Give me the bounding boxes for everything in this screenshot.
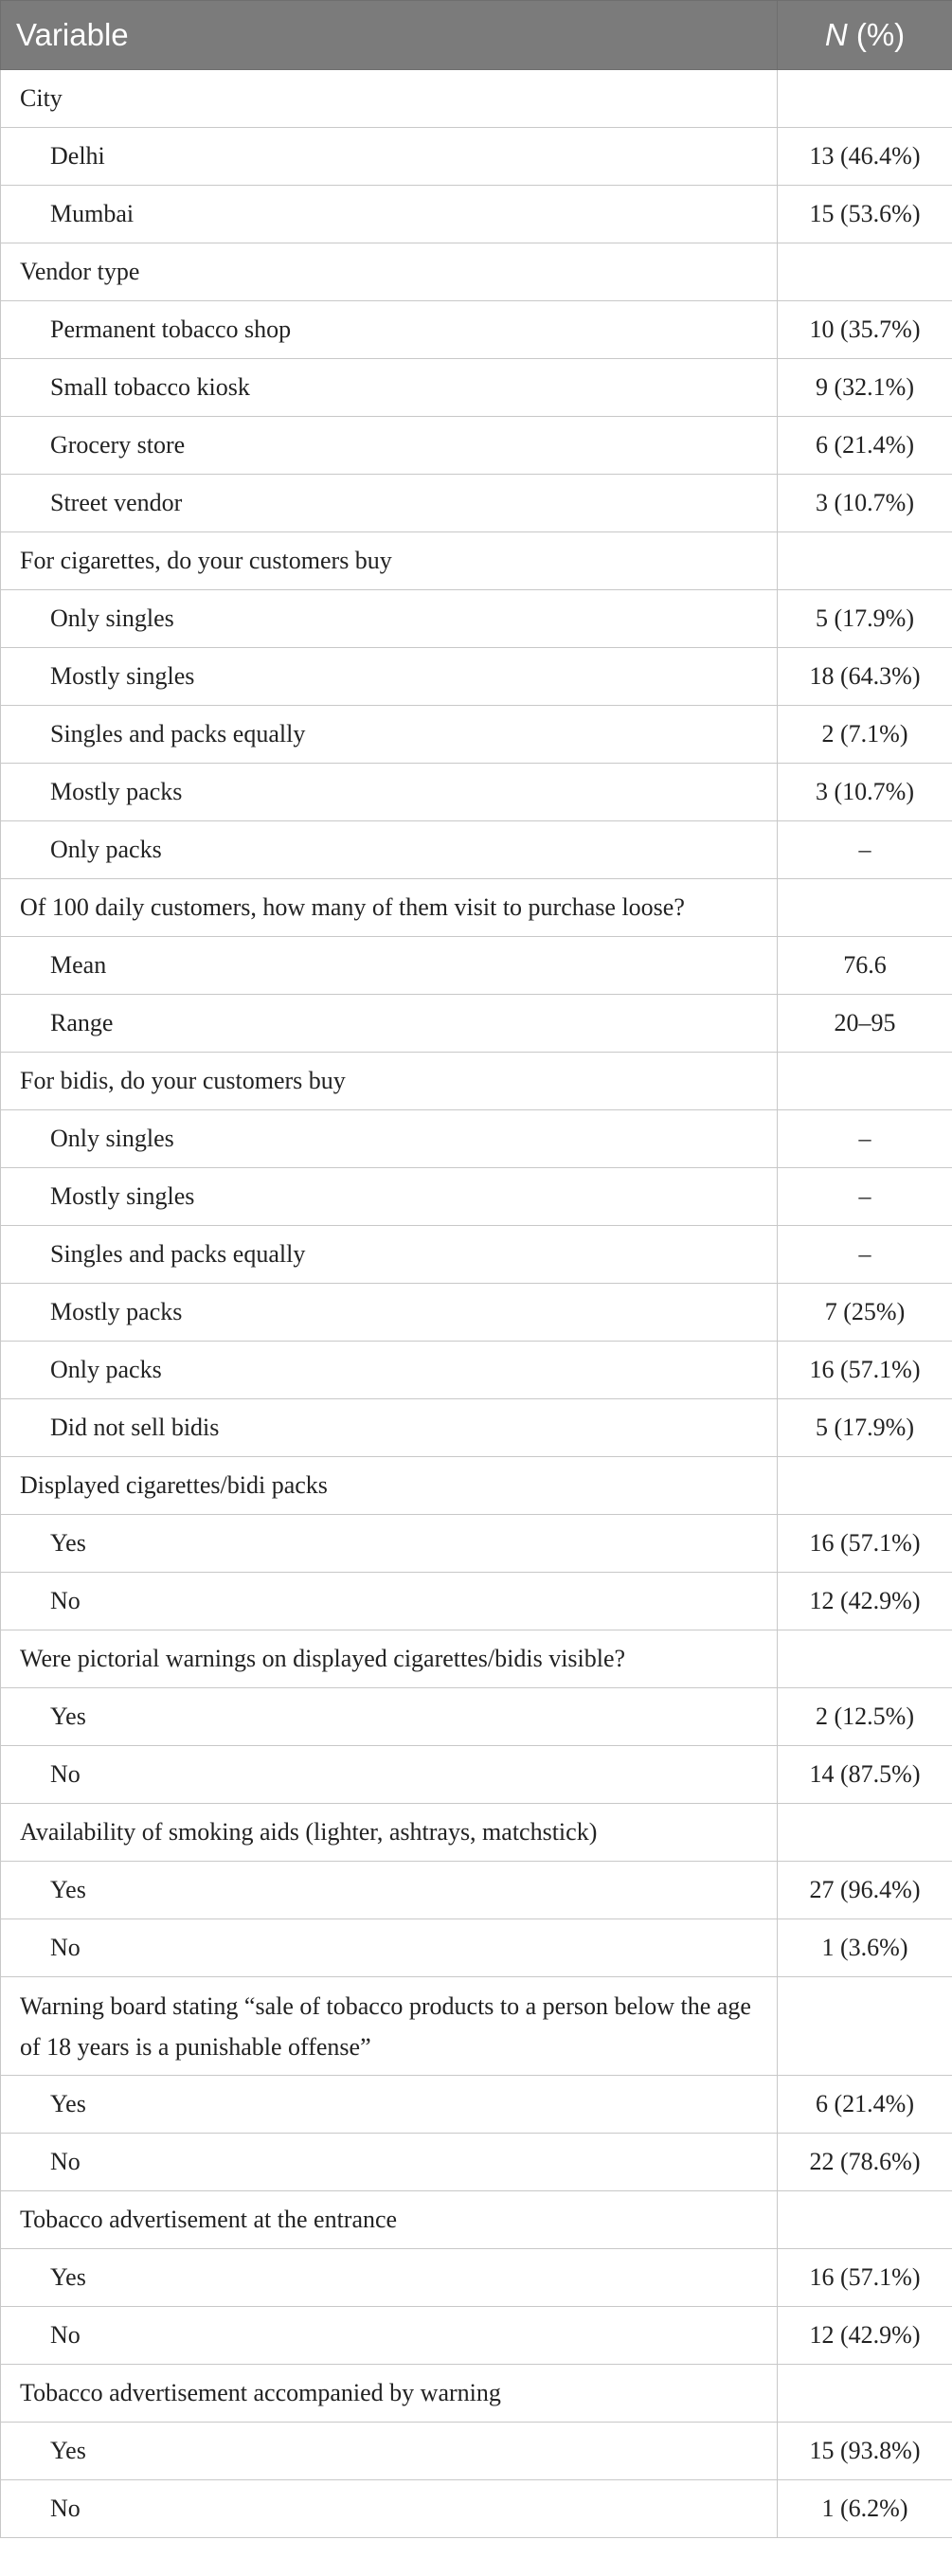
- row-value: 5 (17.9%): [778, 590, 952, 648]
- header-n-percent: [778, 1, 952, 70]
- row-value: 10 (35.7%): [778, 301, 952, 359]
- row-label: Street vendor: [1, 475, 778, 532]
- row-value: [778, 2365, 952, 2423]
- row-value: 16 (57.1%): [778, 1342, 952, 1399]
- row-value: [778, 532, 952, 590]
- row-value: 1 (3.6%): [778, 1919, 952, 1977]
- table-row-item: [1, 706, 952, 764]
- table-row-section: [1, 1053, 952, 1110]
- row-value: 16 (57.1%): [778, 2249, 952, 2307]
- row-label: Did not sell bidis: [1, 1399, 778, 1457]
- table-row-item: [1, 2249, 952, 2307]
- row-value: [778, 1053, 952, 1110]
- row-label: For cigarettes, do your customers buy: [1, 532, 778, 590]
- table-row-item: [1, 648, 952, 706]
- row-label: Mostly singles: [1, 1168, 778, 1226]
- table-row-item: [1, 359, 952, 417]
- table-row-section: [1, 1804, 952, 1862]
- row-value: 20–95: [778, 995, 952, 1053]
- row-value: 9 (32.1%): [778, 359, 952, 417]
- row-value: 27 (96.4%): [778, 1862, 952, 1919]
- row-value: [778, 1457, 952, 1515]
- table-row-section: [1, 2191, 952, 2249]
- row-label: Mumbai: [1, 186, 778, 243]
- row-value: [778, 1804, 952, 1862]
- table-row-item: [1, 1862, 952, 1919]
- header-row: [1, 1, 952, 70]
- row-label: Range: [1, 995, 778, 1053]
- table-row-item: [1, 2076, 952, 2134]
- row-label: No: [1, 2480, 778, 2538]
- row-value: 12 (42.9%): [778, 2307, 952, 2365]
- row-value: 3 (10.7%): [778, 475, 952, 532]
- row-label: Yes: [1, 1862, 778, 1919]
- row-label: Yes: [1, 2423, 778, 2480]
- row-label: Permanent tobacco shop: [1, 301, 778, 359]
- row-value: 22 (78.6%): [778, 2134, 952, 2191]
- table-row-item: [1, 821, 952, 879]
- row-label: Availability of smoking aids (lighter, ashtrays, matchstick): [1, 1804, 778, 1862]
- table-body: [1, 70, 952, 2538]
- row-label: No: [1, 2134, 778, 2191]
- row-label: No: [1, 1746, 778, 1804]
- table-row-item: [1, 937, 952, 995]
- table-row-item: [1, 1399, 952, 1457]
- table-row-item: [1, 995, 952, 1053]
- table-row-item: [1, 590, 952, 648]
- row-label: For bidis, do your customers buy: [1, 1053, 778, 1110]
- row-label: Mostly singles: [1, 648, 778, 706]
- row-value: 6 (21.4%): [778, 417, 952, 475]
- row-label: Yes: [1, 1515, 778, 1573]
- row-label: No: [1, 1573, 778, 1630]
- row-label: Mostly packs: [1, 1284, 778, 1342]
- row-label: Singles and packs equally: [1, 1226, 778, 1284]
- row-label: Singles and packs equally: [1, 706, 778, 764]
- row-value: 12 (42.9%): [778, 1573, 952, 1630]
- row-value: [778, 70, 952, 128]
- table-row-section: [1, 1457, 952, 1515]
- row-label: Delhi: [1, 128, 778, 186]
- table-row-section: [1, 879, 952, 937]
- row-value: 1 (6.2%): [778, 2480, 952, 2538]
- row-label: Small tobacco kiosk: [1, 359, 778, 417]
- row-value: 14 (87.5%): [778, 1746, 952, 1804]
- row-value: 13 (46.4%): [778, 128, 952, 186]
- row-label: Yes: [1, 2076, 778, 2134]
- table-row-item: [1, 1110, 952, 1168]
- row-label: No: [1, 1919, 778, 1977]
- table-row-section: [1, 2365, 952, 2423]
- table-row-item: [1, 764, 952, 821]
- row-value: –: [778, 1226, 952, 1284]
- row-value: 7 (25%): [778, 1284, 952, 1342]
- table-row-section: [1, 1977, 952, 2076]
- row-label: Tobacco advertisement accompanied by warning: [1, 2365, 778, 2423]
- row-value: [778, 2191, 952, 2249]
- row-label: Mean: [1, 937, 778, 995]
- row-value: 18 (64.3%): [778, 648, 952, 706]
- table-row-item: [1, 2423, 952, 2480]
- table-row-item: [1, 1168, 952, 1226]
- row-label: Vendor type: [1, 243, 778, 301]
- row-value: 2 (12.5%): [778, 1688, 952, 1746]
- table-row-item: [1, 2307, 952, 2365]
- row-label: Of 100 daily customers, how many of them visit to purchase loose?: [1, 879, 778, 937]
- table-row-item: [1, 2134, 952, 2191]
- header-n-letter: N: [824, 17, 848, 52]
- row-value: [778, 243, 952, 301]
- row-value: [778, 879, 952, 937]
- table-row-item: [1, 417, 952, 475]
- table-row-item: [1, 1688, 952, 1746]
- row-value: –: [778, 821, 952, 879]
- row-label: Warning board stating “sale of tobacco products to a person below the age of 18 years is a punishable offense”: [1, 1977, 778, 2076]
- row-value: 6 (21.4%): [778, 2076, 952, 2134]
- row-label: No: [1, 2307, 778, 2365]
- row-label: Only singles: [1, 590, 778, 648]
- row-label: Were pictorial warnings on displayed cigarettes/bidis visible?: [1, 1630, 778, 1688]
- table-row-section: [1, 532, 952, 590]
- table-row-section: [1, 1630, 952, 1688]
- table-row-item: [1, 1573, 952, 1630]
- row-value: 2 (7.1%): [778, 706, 952, 764]
- row-label: Yes: [1, 1688, 778, 1746]
- table-row-item: [1, 1515, 952, 1573]
- table-row-item: [1, 1342, 952, 1399]
- row-label: Only singles: [1, 1110, 778, 1168]
- table-row-item: [1, 186, 952, 243]
- table-row-section: [1, 243, 952, 301]
- table-row-item: [1, 1746, 952, 1804]
- row-value: –: [778, 1168, 952, 1226]
- row-label: Grocery store: [1, 417, 778, 475]
- table-row-item: [1, 475, 952, 532]
- row-value: 16 (57.1%): [778, 1515, 952, 1573]
- row-value: 15 (53.6%): [778, 186, 952, 243]
- row-label: City: [1, 70, 778, 128]
- row-label: Tobacco advertisement at the entrance: [1, 2191, 778, 2249]
- row-label: Only packs: [1, 821, 778, 879]
- row-value: [778, 1630, 952, 1688]
- header-variable: Variable: [1, 1, 778, 70]
- row-value: –: [778, 1110, 952, 1168]
- row-value: 5 (17.9%): [778, 1399, 952, 1457]
- table-row-item: [1, 2480, 952, 2538]
- row-label: Yes: [1, 2249, 778, 2307]
- row-value: 76.6: [778, 937, 952, 995]
- row-label: Displayed cigarettes/bidi packs: [1, 1457, 778, 1515]
- row-label: Only packs: [1, 1342, 778, 1399]
- row-label: Mostly packs: [1, 764, 778, 821]
- header-percent: (%): [847, 17, 906, 52]
- table-row-section: [1, 70, 952, 128]
- row-value: [778, 1977, 952, 2076]
- table-row-item: [1, 301, 952, 359]
- table-row-item: [1, 128, 952, 186]
- table-row-item: [1, 1919, 952, 1977]
- table-row-item: [1, 1226, 952, 1284]
- row-value: 3 (10.7%): [778, 764, 952, 821]
- table-row-item: [1, 1284, 952, 1342]
- row-value: 15 (93.8%): [778, 2423, 952, 2480]
